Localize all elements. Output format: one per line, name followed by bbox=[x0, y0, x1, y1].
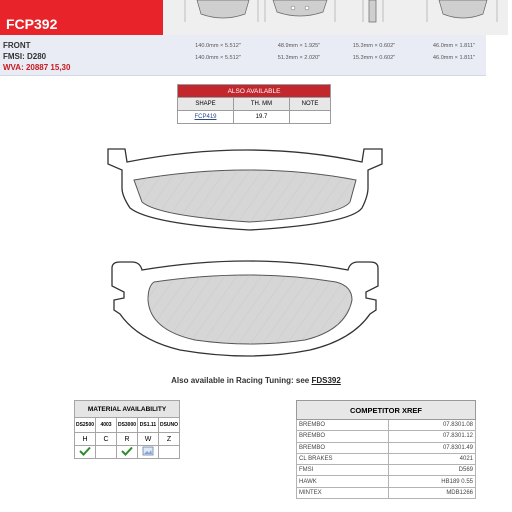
check-icon bbox=[121, 446, 133, 456]
brake-pad-drawing bbox=[100, 140, 410, 370]
table-row bbox=[178, 111, 331, 124]
table-row bbox=[297, 476, 476, 487]
column-header: NOTE bbox=[290, 98, 331, 111]
position-label: FRONT bbox=[3, 41, 31, 50]
material-code: DS3000 bbox=[117, 418, 138, 433]
dimension-value: 15.3mm × 0.602" bbox=[352, 55, 396, 61]
column-header: TH. MM bbox=[234, 98, 290, 111]
pad-thumbnail-icon bbox=[265, 0, 335, 22]
also-available-title: ALSO AVAILABLE bbox=[178, 85, 331, 98]
part-number: 07.8301.08 bbox=[388, 420, 475, 431]
part-number: HB189 0.55 bbox=[388, 476, 475, 487]
racing-note-text: Also available in Racing Tuning: see bbox=[171, 376, 310, 385]
column-header: SHAPE bbox=[178, 98, 234, 111]
shape-link[interactable]: FCP419 bbox=[178, 111, 234, 124]
table-row bbox=[297, 442, 476, 453]
dimension-value: 51.3mm × 2.020" bbox=[277, 55, 321, 61]
brand: MINTEX bbox=[297, 487, 389, 498]
material-letter: H bbox=[75, 433, 96, 446]
xref-title: COMPETITOR XREF bbox=[297, 401, 476, 420]
brand: CL BRAKES bbox=[297, 453, 389, 464]
pad-thumbnail-icon bbox=[427, 0, 497, 22]
racing-note bbox=[0, 376, 512, 385]
availability-cell bbox=[96, 446, 117, 459]
material-letter: R bbox=[117, 433, 138, 446]
part-number: 07.8301.49 bbox=[388, 442, 475, 453]
material-code: 4003 bbox=[96, 418, 117, 433]
dimension-value: 140.0mm × 5.512" bbox=[195, 55, 241, 61]
dimension-value: 48.9mm × 1.925" bbox=[277, 43, 321, 49]
brand: BREMBO bbox=[297, 420, 389, 431]
brand: BREMBO bbox=[297, 442, 389, 453]
table-row bbox=[297, 465, 476, 476]
image-icon bbox=[142, 446, 154, 456]
dimension-value: 15.3mm × 0.602" bbox=[352, 43, 396, 49]
availability-cell bbox=[75, 446, 96, 459]
table-row bbox=[297, 453, 476, 464]
material-letter: C bbox=[96, 433, 117, 446]
brand: BREMBO bbox=[297, 431, 389, 442]
competitor-xref-table bbox=[296, 400, 476, 499]
table-row bbox=[297, 420, 476, 431]
check-icon bbox=[79, 446, 91, 456]
availability-cell bbox=[117, 446, 138, 459]
material-letter: W bbox=[138, 433, 159, 446]
table-row bbox=[297, 431, 476, 442]
part-number: 07.8301.12 bbox=[388, 431, 475, 442]
material-code: DSUNO bbox=[159, 418, 180, 433]
availability-cell bbox=[159, 446, 180, 459]
dimension-value: 140.0mm × 5.512" bbox=[195, 43, 241, 49]
material-title: MATERIAL AVAILABILITY bbox=[75, 401, 180, 418]
fmsi-label: FMSI: D280 bbox=[3, 52, 47, 61]
pad-thumbnails bbox=[163, 0, 508, 35]
thickness-value: 19.7 bbox=[234, 111, 290, 124]
note-value bbox=[290, 111, 331, 124]
pad-thumbnail-icon bbox=[185, 0, 258, 22]
pad-thumbnail-icon bbox=[363, 0, 383, 22]
pad-thumbnails-strip bbox=[163, 0, 508, 35]
racing-link[interactable]: FDS392 bbox=[311, 376, 341, 385]
dimension-value: 46.0mm × 1.811" bbox=[432, 55, 476, 61]
material-letter: Z bbox=[159, 433, 180, 446]
brand: FMSI bbox=[297, 465, 389, 476]
availability-cell bbox=[138, 446, 159, 459]
dimension-value: 46.0mm × 1.811" bbox=[432, 43, 476, 49]
product-code: FCP392 bbox=[6, 16, 58, 32]
table-row bbox=[297, 487, 476, 498]
part-number: 4021 bbox=[388, 453, 475, 464]
wva-label: WVA: 20887 15,30 bbox=[3, 63, 71, 72]
part-number: MDB1266 bbox=[388, 487, 475, 498]
part-number: D569 bbox=[388, 465, 475, 476]
material-code: DS1.11 bbox=[138, 418, 159, 433]
brand: HAWK bbox=[297, 476, 389, 487]
also-available-table bbox=[177, 84, 331, 124]
material-availability-table bbox=[74, 400, 180, 459]
material-code: DS2500 bbox=[75, 418, 96, 433]
